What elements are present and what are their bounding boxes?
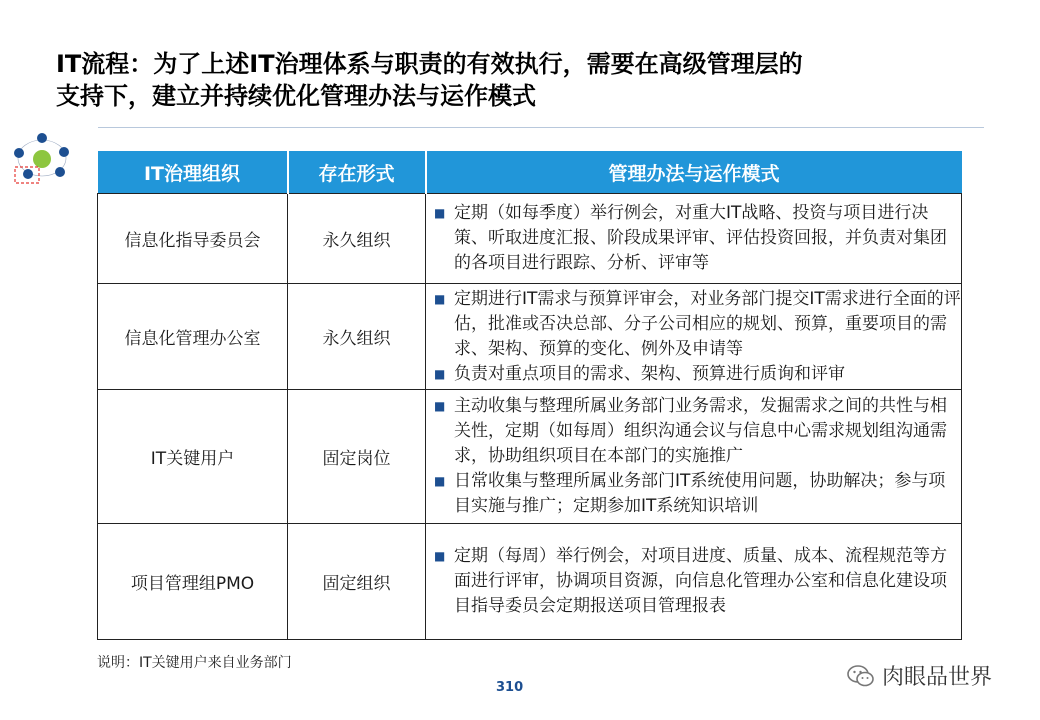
method-item (426, 362, 961, 387)
method-text: 定期进行IT需求与预算评审会，对业务部门提交IT需求进行全面的评估，批准或否决总部、分子公司相应的规划、预算，重要项目的需求、架构、预算的变化、例外及申请等 (454, 288, 961, 359)
square-bullet-icon: ■ (434, 474, 446, 488)
method-text: 定期（如每季度）举行例会，对重大IT战略、投资与项目进行决策、听取进度汇报、阶段成果评审、评估投资回报，并负责对集团的各项目进行跟踪、分析、评审等 (454, 203, 947, 273)
header-form: 存在形式 (288, 151, 426, 194)
method-item (426, 287, 961, 362)
org-cell: 信息化指导委员会 (98, 194, 288, 284)
table-row (98, 284, 962, 390)
footnote: 说明：IT关键用户来自业务部门 (97, 655, 292, 671)
method-text: 定期（每周）举行例会，对项目进度、质量、成本、流程规范等方面进行评审，协调项目资源，向信息化管理办公室和信息化建设项目指导委员会定期报送项目管理报表 (454, 546, 947, 616)
org-cell: 项目管理组PMO (98, 524, 288, 640)
form-cell: 永久组织 (288, 284, 426, 390)
title-line-2: 支持下，建立并持续优化管理办法与运作模式 (56, 82, 536, 110)
form-cell: 固定组织 (288, 524, 426, 640)
square-bullet-icon: ■ (434, 366, 446, 381)
header-methods: 管理办法与运作模式 (426, 151, 962, 194)
square-bullet-icon: ■ (434, 291, 446, 306)
method-item (426, 469, 961, 519)
title-divider (98, 127, 984, 128)
form-cell: 永久组织 (288, 194, 426, 284)
org-cell: IT关键用户 (98, 390, 288, 524)
wechat-icon (846, 663, 876, 689)
table-row (98, 194, 962, 284)
method-item (426, 201, 961, 276)
methods-cell (426, 194, 962, 284)
table-row (98, 390, 962, 524)
method-text: 日常收集与整理所属业务部门IT系统使用问题，协助解决；参与项目实施与推广；定期参加IT系统知识培训 (454, 471, 946, 516)
title-line-1: IT流程：为了上述IT治理体系与职责的有效执行，需要在高级管理层的 (56, 50, 803, 78)
page-title (56, 48, 956, 112)
watermark (846, 660, 992, 691)
table-row (98, 524, 962, 640)
square-bullet-icon: ■ (434, 206, 446, 220)
page-number: 310 (496, 680, 524, 695)
table-header-row (98, 151, 962, 194)
org-cell: 信息化管理办公室 (98, 284, 288, 390)
watermark-text: 肉眼品世界 (882, 665, 993, 690)
methods-cell (426, 284, 962, 390)
header-org: IT治理组织 (98, 151, 288, 194)
methods-cell (426, 390, 962, 524)
form-cell: 固定岗位 (288, 390, 426, 524)
method-item (426, 394, 961, 469)
method-text: 主动收集与整理所属业务部门业务需求，发掘需求之间的共性与相关性，定期（如每周）组织沟通会议与信息中心需求规划组沟通需求，协助组织项目在本部门的实施推广 (454, 396, 947, 466)
method-item (426, 544, 961, 619)
square-bullet-icon: ■ (434, 399, 446, 413)
governance-diagram-icon (6, 128, 86, 188)
square-bullet-icon: ■ (434, 549, 446, 563)
method-text: 负责对重点项目的需求、架构、预算进行质询和评审 (454, 363, 845, 384)
governance-table (97, 151, 962, 640)
methods-cell (426, 524, 962, 640)
